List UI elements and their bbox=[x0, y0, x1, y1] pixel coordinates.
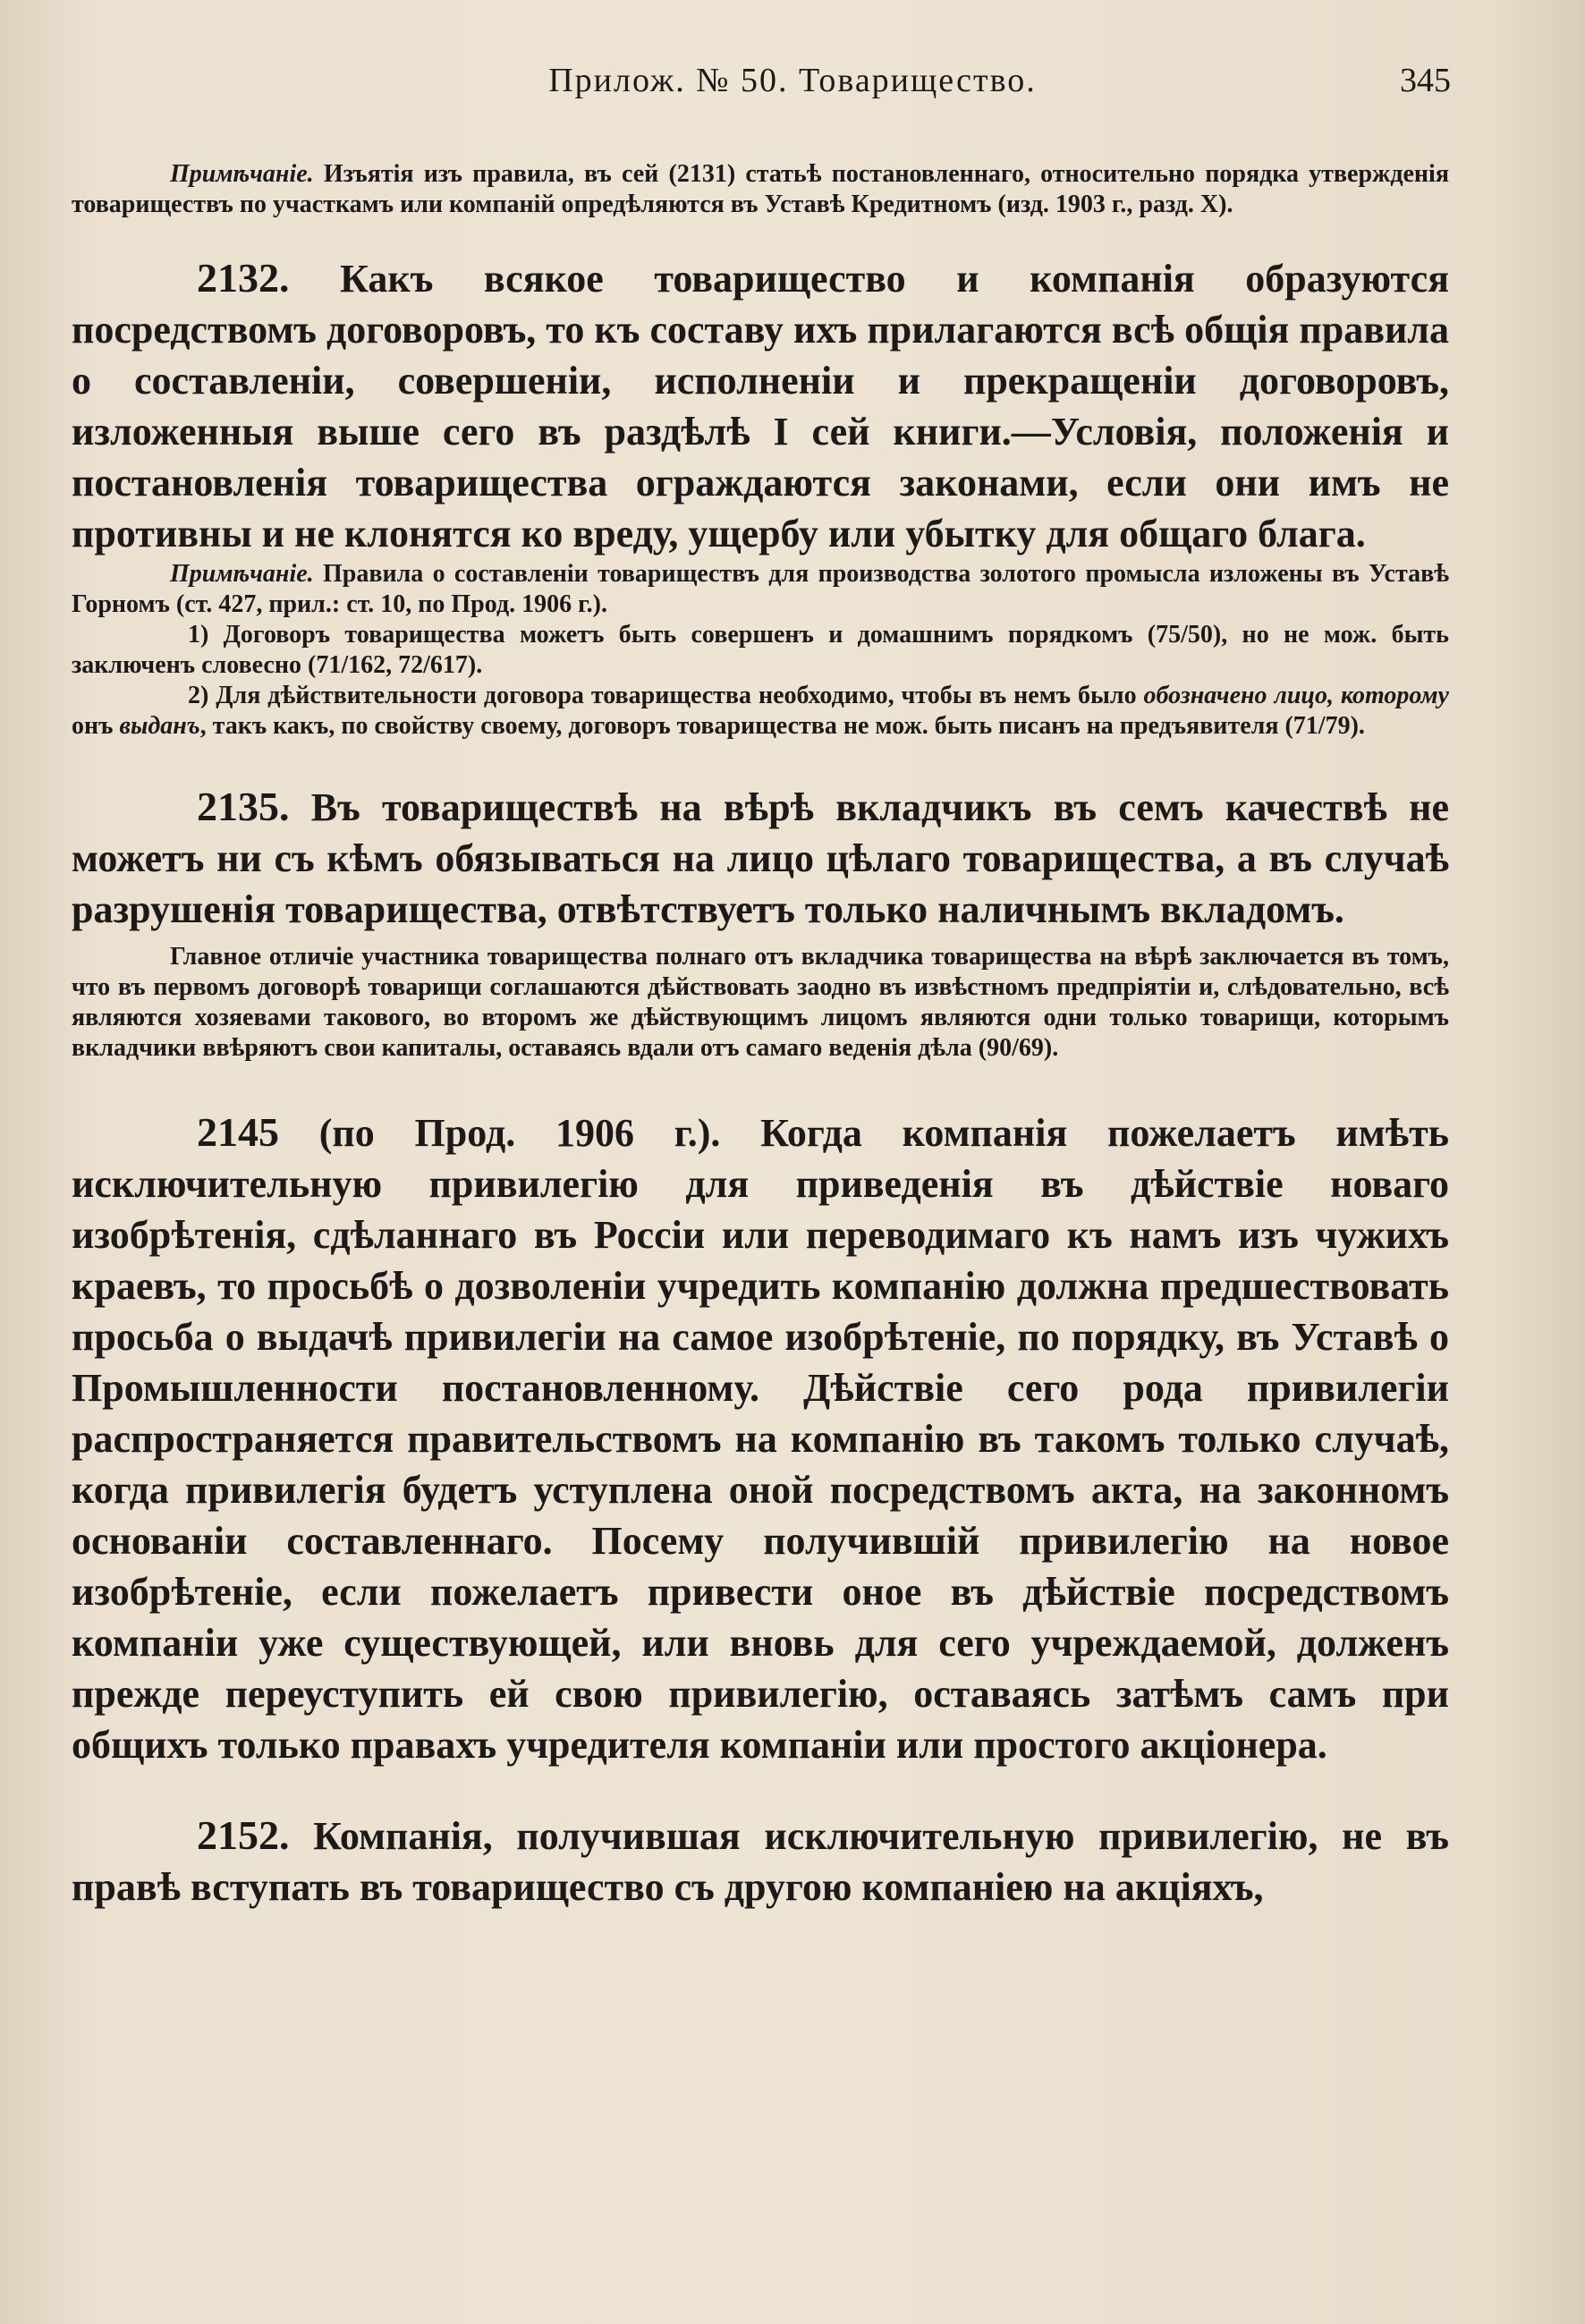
note-top bbox=[72, 159, 1449, 220]
spacer bbox=[72, 935, 1449, 942]
article-number: 2135. bbox=[197, 784, 290, 829]
article-2132-note bbox=[72, 559, 1449, 620]
article-2135-comment: Главное отличіе участника товарищества полнаго отъ вкладчика товарищества на вѣрѣ заключается въ томъ, что въ первомъ договорѣ товарищи соглашаются дѣйствовать заодно въ извѣстномъ предпріятіи и, слѣдовательно, всѣ являются хозяевами такового, во второмъ же дѣйствующимъ лицомъ являются одни только товарищи, которымъ вкладчики ввѣряютъ свои капиталы, оставаясь вдали отъ самаго веденія дѣла (90/69). bbox=[72, 943, 1449, 1062]
article-2132-sub1: 1) Договоръ товарищества можетъ быть совершенъ и домашнимъ порядкомъ (75/50), но не мож. быть заключенъ словесно (71/162, 72/617). bbox=[72, 621, 1449, 679]
article-2132-sub2 bbox=[72, 681, 1449, 742]
sub2-text-a: 2) Для дѣйствительности договора товарищества необходимо, чтобы въ немъ было bbox=[188, 682, 1144, 709]
spacer bbox=[72, 220, 1449, 252]
page-header-title: Прилож. № 50. Товарищество. bbox=[548, 62, 1037, 99]
article-number: 2145 bbox=[197, 1109, 279, 1155]
spacer bbox=[72, 742, 1449, 781]
article-text: Какъ всякое товарищество и компанія образуются посредствомъ договоровъ, то къ составу ихъ прилагаются всѣ общія правила о составленіи, совершеніи, исполненіи и прекращеніи договоровъ, изложенныя выше сего въ раздѣлѣ I сей книги.—Условія, положенія и постановленія товарищества ограждаются законами, если они имъ не противны и не клонятся ко вреду, ущербу или убытку для общаго блага. bbox=[72, 257, 1449, 556]
article-2135 bbox=[72, 781, 1449, 935]
note-text: Изъятія изъ правила, въ сей (2131) статьѣ постановленнаго, относительно порядка утвержденія товариществъ по участкамъ или компаній опредѣляются въ Уставѣ Кредитномъ (изд. 1903 г., разд. X). bbox=[72, 160, 1449, 218]
spacer bbox=[72, 1064, 1449, 1107]
article-text: Компанія, получившая исключительную привилегію, не въ правѣ вступать въ товарищество съ другою компаніею на акціяхъ, bbox=[72, 1814, 1449, 1909]
note-lead: Примѣчаніе. bbox=[170, 560, 314, 588]
page-number: 345 bbox=[1400, 62, 1451, 99]
article-text: (по Прод. 1906 г.). Когда компанія пожелаетъ имѣть исключительную привилегію для приведенія въ дѣйствіе новаго изобрѣтенія, сдѣланнаго въ Россіи или переводимаго къ намъ изъ чужихъ краевъ, то просьбѣ о дозволеніи учредить компанію должна предшествовать просьба о выдачѣ привилегіи на самое изобрѣтеніе, по порядку, въ Уставѣ о Промышленности постановленному. Дѣйствіе сего рода привилегіи распространяется правительствомъ на компанію въ такомъ только случаѣ, когда привилегія будетъ уступлена оной посредствомъ акта, на законномъ основаніи составленнаго. Посему получившій привилегію на новое изобрѣтеніе, если пожелаетъ привести оное въ дѣйствіе посредствомъ компаніи уже существующей, или вновь для сего учреждаемой, долженъ прежде переуступить ей свою привилегію, оставаясь затѣмъ самъ при общихъ только правахъ учредителя компаніи или простого акціонера. bbox=[72, 1111, 1449, 1767]
article-2145 bbox=[72, 1107, 1449, 1770]
spacer bbox=[72, 1770, 1449, 1810]
article-number: 2152. bbox=[197, 1812, 290, 1858]
article-number: 2132. bbox=[197, 255, 290, 301]
article-2132 bbox=[72, 252, 1449, 559]
note-text: Правила о составленіи товариществъ для производства золотого промысла изложены въ Уставѣ Горномъ (ст. 427, прил.: ст. 10, по Прод. 1906 г.). bbox=[72, 560, 1449, 618]
note-lead: Примѣчаніе. bbox=[170, 160, 314, 188]
sub2-italic-a: обозначено лицо, которому bbox=[1143, 682, 1449, 709]
sub2-italic-b: выданъ bbox=[119, 712, 200, 740]
sub2-text-b: онъ bbox=[72, 712, 120, 740]
article-2152 bbox=[72, 1810, 1449, 1913]
running-head bbox=[0, 61, 1585, 115]
sub2-text-c: , такъ какъ, по свойству своему, договоръ товарищества не мож. быть писанъ на предъявителя (71/79). bbox=[199, 712, 1365, 740]
article-text: Въ товариществѣ на вѣрѣ вкладчикъ въ семъ качествѣ не можетъ ни съ кѣмъ обязываться на лицо цѣлаго товарищества, а въ случаѣ разрушенія товарищества, отвѣтствуетъ только наличнымъ вкладомъ. bbox=[72, 785, 1449, 931]
page-content bbox=[72, 159, 1449, 1913]
